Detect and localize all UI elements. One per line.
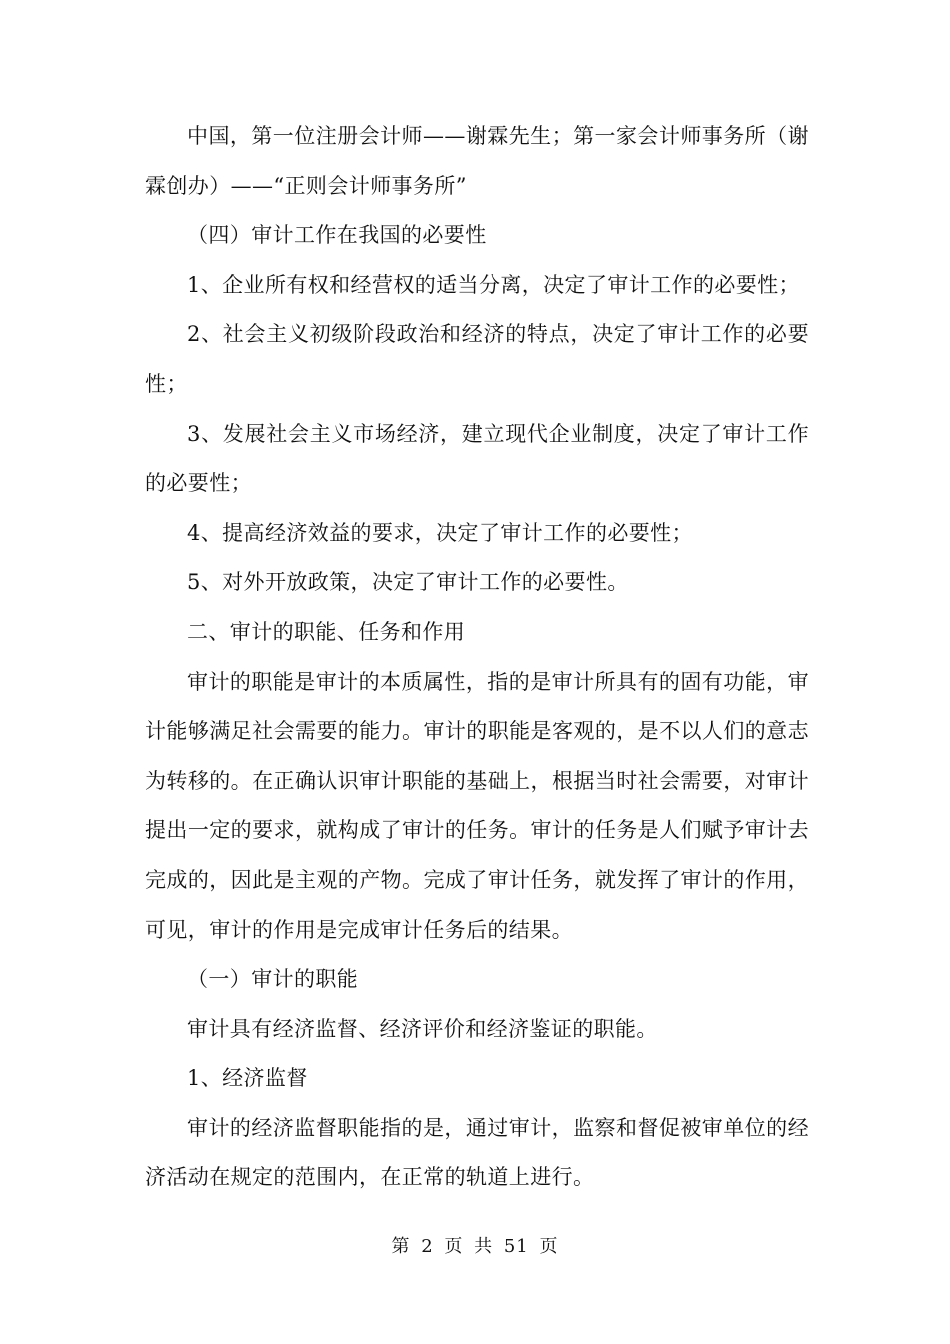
list-item-economic-supervision: 1、经济监督 [187, 1066, 308, 1091]
subheading-audit-functions: （一）审计的职能 [187, 967, 359, 992]
list-item-5: 5、对外开放政策，决定了审计工作的必要性。 [187, 570, 629, 595]
section-heading-functions: 二、审计的职能、任务和作用 [187, 619, 466, 644]
paragraph-supervision-body: 审计的经济监督职能指的是，通过审计，监察和督促被审单位的经济活动在规定的范围内，在正常的轨道上进行。 [145, 1115, 809, 1190]
paragraph-functions-body: 审计的职能是审计的本质属性，指的是审计所具有的固有功能，审计能够满足社会需要的能力。审计的职能是客观的，是不以人们的意志为转移的。在正确认识审计职能的基础上，根据当时社会需要，对审计提出一定的要求，就构成了审计的任务。审计的任务是人们赋予审计去完成的，因此是主观的产物。完成了审计任务，就发挥了审计的作用，可见，审计的作用是完成审计任务后的结果。 [145, 669, 809, 942]
paragraph-three-functions: 审计具有经济监督、经济评价和经济鉴证的职能。 [187, 1016, 658, 1041]
list-item-1: 1、企业所有权和经营权的适当分离，决定了审计工作的必要性； [187, 272, 800, 297]
paragraph-first-cpa: 中国，第一位注册会计师——谢霖先生；第一家会计师事务所（谢霖创办）——“正则会计师事务所” [145, 124, 809, 198]
subheading-necessity: （四）审计工作在我国的必要性 [187, 223, 487, 248]
list-item-3: 3、发展社会主义市场经济，建立现代企业制度，决定了审计工作的必要性； [145, 421, 809, 496]
list-item-2: 2、社会主义初级阶段政治和经济的特点，决定了审计工作的必要性； [145, 322, 809, 396]
list-item-4: 4、提高经济效益的要求，决定了审计工作的必要性； [187, 520, 693, 545]
page-number-footer: 第 2 页 共 51 页 [391, 1236, 559, 1257]
document-body [145, 112, 809, 1203]
